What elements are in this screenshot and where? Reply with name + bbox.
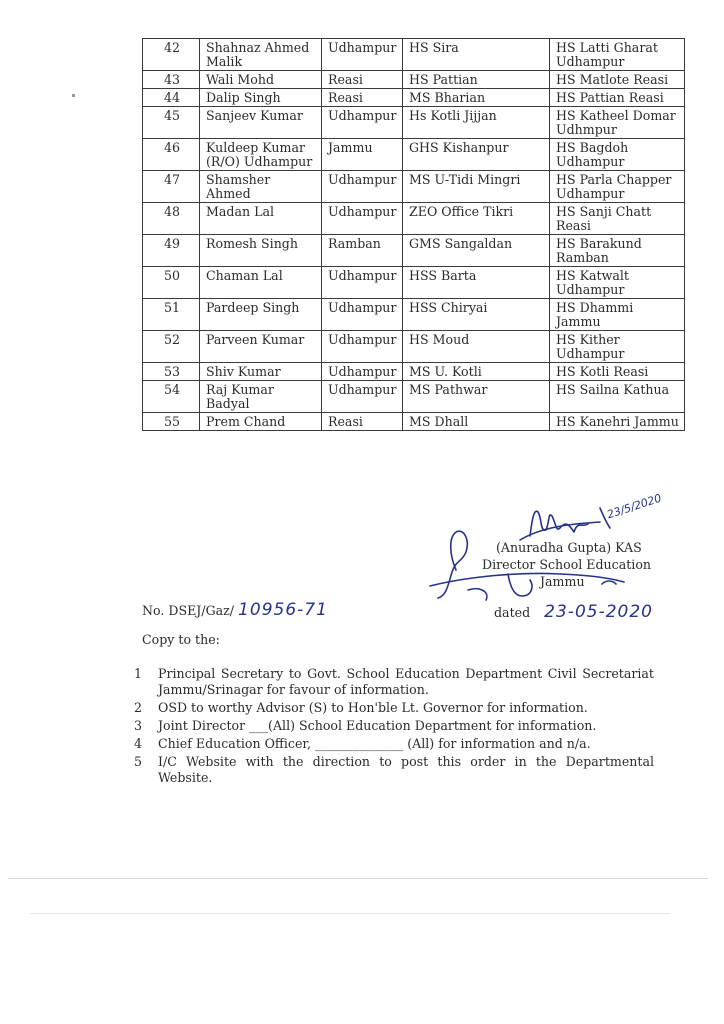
new-posting-cell: HS Sanji Chatt Reasi (550, 203, 685, 235)
copy-to-item-number: 5 (134, 754, 143, 769)
district-cell: Udhampur (322, 107, 403, 139)
copy-to-item-text: Principal Secretary to Govt. School Education Department Civil Secretariat Jammu/Srinagar for favour of information. (158, 666, 654, 697)
row-number-cell: 44 (143, 89, 200, 107)
district-cell: Ramban (322, 235, 403, 267)
copy-to-item (134, 718, 654, 734)
current-posting-cell: ZEO Office Tikri (403, 203, 550, 235)
copy-to-item-number: 4 (134, 736, 143, 751)
new-posting-cell: HS Barakund Ramban (550, 235, 685, 267)
new-posting-cell: HS Parla Chapper Udhampur (550, 171, 685, 203)
handwritten-signature-date: 23/5/2020 (605, 491, 664, 522)
district-cell: Udhampur (322, 363, 403, 381)
new-posting-cell: HS Latti Gharat Udhampur (550, 39, 685, 71)
row-number-cell: 48 (143, 203, 200, 235)
new-posting-cell: HS Matlote Reasi (550, 71, 685, 89)
employee-name-cell: Pardeep Singh (200, 299, 322, 331)
current-posting-cell: MS Pathwar (403, 381, 550, 413)
employee-name-cell: Madan Lal (200, 203, 322, 235)
new-posting-cell: HS Dhammi Jammu (550, 299, 685, 331)
employee-name-cell: Sanjeev Kumar (200, 107, 322, 139)
order-date-handwritten: 23-05-2020 (544, 602, 653, 622)
copy-to-item-number: 3 (134, 718, 143, 733)
row-number-cell: 47 (143, 171, 200, 203)
row-number-cell: 46 (143, 139, 200, 171)
current-posting-cell: HS Pattian (403, 71, 550, 89)
current-posting-cell: HS Moud (403, 331, 550, 363)
district-cell: Udhampur (322, 203, 403, 235)
copy-to-item (134, 754, 654, 786)
current-posting-cell: MS Dhall (403, 413, 550, 431)
employee-name-cell: Prem Chand (200, 413, 322, 431)
current-posting-cell: HS Sira (403, 39, 550, 71)
scan-artifact (30, 913, 670, 914)
employee-name-cell: Shiv Kumar (200, 363, 322, 381)
district-cell: Reasi (322, 413, 403, 431)
district-cell: Jammu (322, 139, 403, 171)
row-number-cell: 49 (143, 235, 200, 267)
order-number-handwritten: 10956-71 (238, 600, 328, 620)
row-number-cell: 45 (143, 107, 200, 139)
current-posting-cell: HSS Chiryai (403, 299, 550, 331)
new-posting-cell: HS Kither Udhampur (550, 331, 685, 363)
copy-to-item-number: 2 (134, 700, 143, 715)
employee-name-cell: Kuldeep Kumar (R/O) Udhampur (200, 139, 322, 171)
employee-name-cell: Shahnaz Ahmed Malik (200, 39, 322, 71)
employee-name-cell: Wali Mohd (200, 71, 322, 89)
new-posting-cell: HS Katwalt Udhampur (550, 267, 685, 299)
row-number-cell: 43 (143, 71, 200, 89)
copy-to-item-text: Chief Education Officer, ______________ (All) for information and n/a. (158, 736, 591, 751)
new-posting-cell: HS Kanehri Jammu (550, 413, 685, 431)
district-cell: Reasi (322, 71, 403, 89)
district-cell: Udhampur (322, 381, 403, 413)
copy-to-item-text: I/C Website with the direction to post this order in the Departmental Website. (158, 754, 654, 785)
new-posting-cell: HS Katheel Domar Udhmpur (550, 107, 685, 139)
scan-artifact (8, 878, 708, 879)
district-cell: Udhampur (322, 267, 403, 299)
signatory-designation: Director School Education (482, 557, 652, 572)
employee-name-cell: Romesh Singh (200, 235, 322, 267)
current-posting-cell: GHS Kishanpur (403, 139, 550, 171)
new-posting-cell: HS Bagdoh Udhampur (550, 139, 685, 171)
copy-to-heading: Copy to the: (142, 632, 220, 647)
signatory-name: (Anuradha Gupta) KAS (496, 540, 642, 555)
district-cell: Udhampur (322, 299, 403, 331)
row-number-cell: 52 (143, 331, 200, 363)
current-posting-cell: MS U-Tidi Mingri (403, 171, 550, 203)
employee-name-cell: Shamsher Ahmed (200, 171, 322, 203)
employee-name-cell: Parveen Kumar (200, 331, 322, 363)
copy-to-item-number: 1 (134, 666, 143, 681)
copy-to-item (134, 736, 654, 752)
row-number-cell: 53 (143, 363, 200, 381)
employee-name-cell: Chaman Lal (200, 267, 322, 299)
new-posting-cell: HS Kotli Reasi (550, 363, 685, 381)
current-posting-cell: MS Bharian (403, 89, 550, 107)
new-posting-cell: HS Sailna Kathua (550, 381, 685, 413)
copy-to-item (134, 666, 654, 698)
copy-to-item-text: OSD to worthy Advisor (S) to Hon'ble Lt. Governor for information. (158, 700, 588, 715)
copy-to-list (134, 666, 654, 788)
employee-name-cell: Raj Kumar Badyal (200, 381, 322, 413)
signatory-place: Jammu (540, 574, 585, 589)
current-posting-cell: Hs Kotli Jijjan (403, 107, 550, 139)
employee-name-cell: Dalip Singh (200, 89, 322, 107)
district-cell: Udhampur (322, 39, 403, 71)
current-posting-cell: MS U. Kotli (403, 363, 550, 381)
copy-to-item (134, 700, 654, 716)
order-number-prefix: No. DSEJ/Gaz/ (142, 603, 235, 618)
new-posting-cell: HS Pattian Reasi (550, 89, 685, 107)
row-number-cell: 50 (143, 267, 200, 299)
district-cell: Udhampur (322, 171, 403, 203)
row-number-cell: 55 (143, 413, 200, 431)
row-number-cell: 42 (143, 39, 200, 71)
scan-speck (72, 94, 75, 97)
order-number (142, 600, 328, 620)
order-date-label: dated (494, 605, 531, 620)
district-cell: Reasi (322, 89, 403, 107)
row-number-cell: 51 (143, 299, 200, 331)
current-posting-cell: HSS Barta (403, 267, 550, 299)
copy-to-item-text: Joint Director ___(All) School Education Department for information. (158, 718, 597, 733)
order-date (494, 602, 653, 622)
district-cell: Udhampur (322, 331, 403, 363)
row-number-cell: 54 (143, 381, 200, 413)
current-posting-cell: GMS Sangaldan (403, 235, 550, 267)
